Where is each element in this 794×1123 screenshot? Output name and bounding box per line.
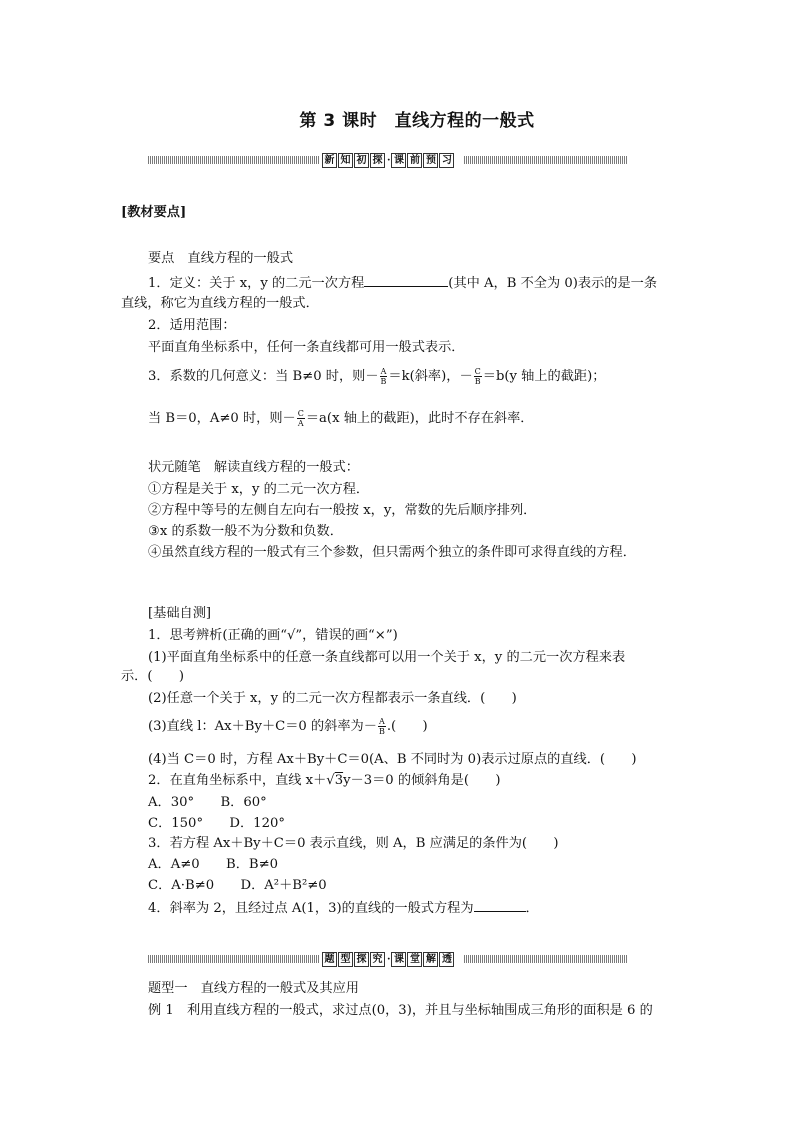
banner-char: 知 bbox=[338, 153, 353, 168]
example-1: 例 1 利用直线方程的一般式，求过点(0，3)，并且与坐标轴围成三角形的面积是 6 的 bbox=[148, 1003, 653, 1018]
banner-char: 解 bbox=[423, 952, 438, 967]
note-item: ②方程中等号的左侧自左向右一般按 x，y，常数的先后顺序排列． bbox=[148, 503, 537, 518]
banner-tag bbox=[322, 152, 455, 168]
fraction bbox=[378, 717, 386, 736]
section-banner-explore bbox=[148, 951, 628, 967]
question-3-options: C．A·B≠0 D．A²＋B²≠0 bbox=[148, 878, 327, 893]
type-one-heading: 题型一 直线方程的一般式及其应用 bbox=[148, 981, 359, 996]
banner-tag bbox=[322, 951, 455, 967]
question-2-text: 2．在直角坐标系中，直线 x＋ bbox=[148, 773, 327, 788]
banner-char: 透 bbox=[439, 952, 454, 967]
coef-text-d: 当 B＝0，A≠0 时，则－ bbox=[148, 411, 296, 426]
note-item: ①方程是关于 x，y 的二元一次方程． bbox=[148, 482, 370, 497]
question-1-1-cont: 示．( ) bbox=[121, 669, 185, 684]
fraction-num: C bbox=[474, 367, 481, 376]
banner-char: 初 bbox=[354, 153, 369, 168]
fraction-num: A bbox=[380, 367, 387, 376]
definition-text-a: 1．定义：关于 x，y 的二元一次方程 bbox=[148, 276, 365, 291]
question-1-3-text: (3)直线 l：Ax＋By＋C＝0 的斜率为－ bbox=[148, 719, 377, 734]
question-2 bbox=[148, 772, 500, 790]
section-banner-preview bbox=[148, 152, 628, 168]
question-1-3-tail: .( ) bbox=[386, 719, 428, 734]
sqrt-sign: √ bbox=[326, 773, 335, 788]
question-1-4: (4)当 C＝0 时，方程 Ax＋By＋C＝0(A、B 不同时为 0)表示过原点的直线．( ) bbox=[148, 752, 637, 767]
answer-blank bbox=[474, 898, 526, 912]
fraction bbox=[297, 409, 305, 428]
question-4 bbox=[148, 898, 539, 918]
fraction-den: B bbox=[474, 377, 481, 386]
fraction bbox=[474, 367, 482, 386]
banner-stripe-right bbox=[464, 156, 628, 164]
banner-char: 前 bbox=[407, 153, 422, 168]
fraction bbox=[380, 367, 388, 386]
fraction-num: A bbox=[378, 717, 385, 726]
scope-heading: 2．适用范围： bbox=[148, 318, 236, 333]
fraction-num: C bbox=[297, 409, 304, 418]
banner-char: 探 bbox=[354, 952, 369, 967]
fraction-den: B bbox=[378, 727, 385, 736]
banner-char: 题 bbox=[322, 952, 337, 967]
question-1-1: (1)平面直角坐标系中的任意一条直线都可以用一个关于 x，y 的二元一次方程来表 bbox=[148, 650, 626, 665]
fraction-den: A bbox=[297, 419, 304, 428]
page-title: 第 3 课时 直线方程的一般式 bbox=[299, 111, 535, 131]
definition-text-b: (其中 A，B 不全为 0)表示的是一条 bbox=[448, 276, 658, 291]
banner-char: 预 bbox=[423, 153, 438, 168]
section-heading: [教材要点] bbox=[121, 205, 187, 220]
question-2-options: A．30° B．60° bbox=[148, 795, 267, 810]
banner-stripe-left bbox=[148, 156, 320, 164]
answer-blank bbox=[364, 273, 448, 287]
banner-char: 课 bbox=[391, 952, 406, 967]
banner-stripe-left bbox=[148, 955, 320, 963]
question-3: 3．若方程 Ax＋By＋C＝0 表示直线，则 A，B 应满足的条件为( ) bbox=[148, 836, 559, 851]
banner-char: 课 bbox=[391, 153, 406, 168]
banner-char: 新 bbox=[322, 153, 337, 168]
banner-dot: · bbox=[387, 154, 391, 166]
note-item: ④虽然直线方程的一般式有三个参数，但只需两个独立的条件即可求得直线的方程． bbox=[148, 545, 636, 560]
question-1-3 bbox=[148, 717, 428, 736]
coefficient-meaning-b0 bbox=[148, 409, 533, 428]
scope-text: 平面直角坐标系中，任何一条直线都可用一般式表示． bbox=[148, 340, 465, 355]
question-1: 1．思考辨析(正确的画“√”，错误的画“×”) bbox=[148, 628, 398, 643]
question-2-options: C．150° D．120° bbox=[148, 816, 285, 831]
sqrt-radicand: 3 bbox=[334, 773, 344, 788]
question-3-options: A．A≠0 B．B≠0 bbox=[148, 857, 279, 872]
banner-char: 探 bbox=[370, 153, 385, 168]
question-2-tail: y－3＝0 的倾斜角是( ) bbox=[343, 773, 501, 788]
coef-text-a: 3．系数的几何意义：当 B≠0 时，则－ bbox=[148, 369, 379, 384]
banner-dot: · bbox=[387, 953, 391, 965]
key-point-heading: 要点 直线方程的一般式 bbox=[148, 251, 294, 266]
coef-text-b: ＝k(斜率)，－ bbox=[388, 369, 473, 384]
note-item: ③x 的系数一般不为分数和负数． bbox=[148, 524, 343, 539]
self-test-heading: [基础自测] bbox=[148, 606, 212, 621]
banner-char: 究 bbox=[370, 952, 385, 967]
definition-line-cont: 直线，称它为直线方程的一般式． bbox=[121, 296, 319, 311]
question-1-2: (2)任意一个关于 x，y 的二元一次方程都表示一条直线．( ) bbox=[148, 691, 517, 706]
definition-line bbox=[148, 273, 657, 293]
notes-heading: 状元随笔 解读直线方程的一般式： bbox=[148, 460, 359, 475]
banner-char: 堂 bbox=[407, 952, 422, 967]
banner-stripe-right bbox=[464, 955, 628, 963]
banner-char: 习 bbox=[439, 153, 454, 168]
coefficient-meaning bbox=[148, 367, 605, 386]
banner-char: 型 bbox=[338, 952, 353, 967]
coef-text-e: ＝a(x 轴上的截距)，此时不存在斜率． bbox=[305, 411, 534, 426]
question-4-tail: ． bbox=[525, 901, 539, 916]
question-4-text: 4．斜率为 2，且经过点 A(1，3)的直线的一般式方程为 bbox=[148, 901, 474, 916]
fraction-den: B bbox=[380, 377, 387, 386]
coef-text-c: ＝b(y 轴上的截距)； bbox=[482, 369, 606, 384]
